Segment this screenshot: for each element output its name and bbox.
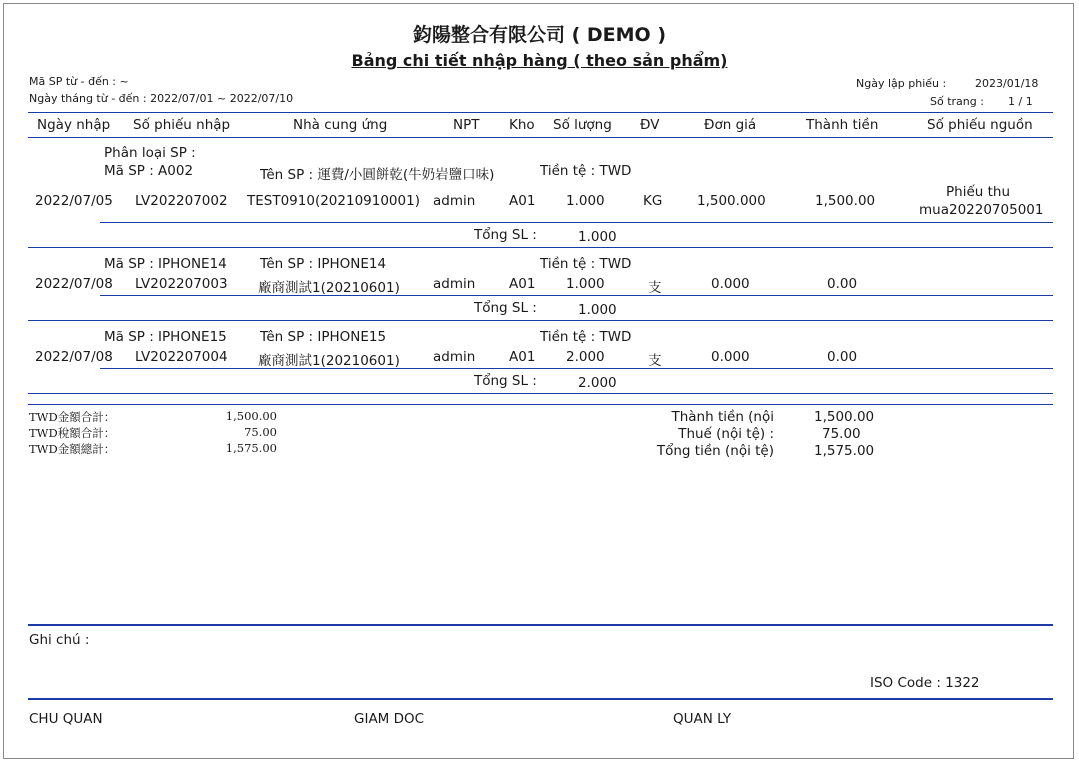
col-warehouse: Kho — [509, 117, 535, 133]
row-supplier: TEST0910(20210910001) — [247, 193, 420, 209]
summary-top-rule — [28, 404, 1053, 405]
group-1-product-code: Mã SP : A002 — [104, 163, 194, 179]
report-title-text: Bảng chi tiết nhập hàng ( theo sản phẩm) — [351, 51, 728, 70]
row-date: 2022/07/08 — [35, 276, 113, 292]
notes-top-rule — [28, 624, 1053, 626]
row-supplier: 廠商測試1(20210601) — [258, 280, 400, 296]
col-qty: Số lượng — [553, 117, 612, 133]
date-range-label: Ngày tháng từ - đến : — [29, 92, 147, 105]
group-3-subtotal-rule — [100, 368, 1053, 369]
group-2-currency: Tiền tệ : TWD — [540, 256, 632, 272]
page-value: 1 / 1 — [1008, 95, 1033, 108]
col-supplier: Nhà cung ứng — [293, 117, 388, 133]
col-doc-no: Số phiếu nhập — [133, 117, 231, 133]
summary-left-label: TWD稅額合計： — [29, 426, 116, 440]
group-2-end-rule — [28, 320, 1053, 321]
product-range-label: Mã SP từ - đến : — [29, 75, 117, 88]
header-top-rule — [28, 112, 1053, 113]
row-unit: KG — [643, 193, 663, 209]
row-amount: 1,500.00 — [815, 193, 876, 209]
date-range — [29, 92, 293, 105]
print-date-value: 2023/01/18 — [975, 77, 1039, 90]
summary-left-value: 1,500.00 — [225, 409, 277, 423]
product-range-value: ~ — [119, 75, 129, 88]
col-date: Ngày nhập — [37, 117, 111, 133]
row-staff: admin — [433, 276, 476, 292]
summary-right-label: Tổng tiền (nội tệ) — [656, 443, 774, 459]
report-title — [0, 51, 1079, 70]
row-staff: admin — [433, 193, 476, 209]
group-2-product-code: Mã SP : IPHONE14 — [104, 256, 227, 272]
row-qty: 2.000 — [566, 349, 605, 365]
summary-left-label: TWD金額總計： — [29, 442, 116, 456]
print-date-label: Ngày lập phiếu : — [856, 77, 947, 90]
col-unit-price: Đơn giá — [704, 117, 757, 133]
row-amount: 0.00 — [827, 276, 858, 292]
signature-chu-quan: CHU QUAN — [29, 711, 103, 727]
summary-right-value: 75.00 — [822, 426, 861, 442]
row-supplier: 廠商測試1(20210601) — [258, 353, 400, 369]
group-1-end-rule — [28, 247, 1053, 248]
row-unit-price: 0.000 — [711, 276, 750, 292]
row-doc-no: LV202207004 — [135, 349, 228, 365]
summary-right-value: 1,575.00 — [814, 443, 875, 459]
row-doc-no: LV202207002 — [135, 193, 228, 209]
row-warehouse: A01 — [509, 193, 536, 209]
row-unit-price: 1,500.000 — [697, 193, 766, 209]
row-warehouse: A01 — [509, 276, 536, 292]
row-source-line2: mua20220705001 — [919, 202, 1044, 218]
row-source-line1: Phiếu thu — [946, 184, 1011, 200]
row-unit: 支 — [648, 353, 662, 369]
iso-code: ISO Code : 1322 — [870, 675, 980, 691]
row-date: 2022/07/08 — [35, 349, 113, 365]
group-3-total-label: Tổng SL : — [474, 373, 537, 389]
group-3-end-rule — [28, 393, 1053, 394]
product-range — [29, 75, 129, 88]
col-source: Số phiếu nguồn — [927, 117, 1033, 133]
row-staff: admin — [433, 349, 476, 365]
group-1-subtotal-rule — [100, 222, 1053, 223]
company-name: 鈞陽整合有限公司 ( DEMO ) — [412, 24, 667, 46]
group-2-subtotal-rule — [100, 295, 1053, 296]
row-qty: 1.000 — [566, 193, 605, 209]
group-1-total-label: Tổng SL : — [474, 227, 537, 243]
summary-left-value: 1,575.00 — [225, 441, 277, 455]
notes-label: Ghi chú : — [29, 632, 90, 648]
summary-right-label: Thành tiền (nội — [671, 409, 774, 425]
summary-right-label: Thuế (nội tệ) : — [678, 426, 774, 442]
summary-right-value: 1,500.00 — [814, 409, 875, 425]
row-warehouse: A01 — [509, 349, 536, 365]
signature-top-rule — [28, 698, 1053, 700]
group-1-currency: Tiền tệ : TWD — [540, 163, 632, 179]
col-staff: NPT — [453, 117, 480, 133]
group-3-product-name: Tên SP : IPHONE15 — [260, 329, 387, 345]
group-3-total-qty: 2.000 — [578, 375, 617, 391]
col-amount: Thành tiền — [806, 117, 879, 133]
signature-quan-ly: QUAN LY — [673, 711, 732, 727]
date-range-value: 2022/07/01 ~ 2022/07/10 — [150, 92, 294, 105]
page-label: Số trang : — [930, 95, 984, 108]
summary-left-label: TWD金額合計： — [29, 410, 116, 424]
group-3-product-code: Mã SP : IPHONE15 — [104, 329, 227, 345]
summary-left-value: 75.00 — [244, 425, 277, 439]
group-3-currency: Tiền tệ : TWD — [540, 329, 632, 345]
group-1-total-qty: 1.000 — [578, 229, 617, 245]
row-unit-price: 0.000 — [711, 349, 750, 365]
row-date: 2022/07/05 — [35, 193, 113, 209]
col-unit: ĐV — [640, 117, 660, 133]
group-2-total-qty: 1.000 — [578, 302, 617, 318]
header-bottom-rule — [28, 137, 1053, 138]
signature-giam-doc: GIAM DOC — [354, 711, 425, 727]
row-unit: 支 — [648, 280, 662, 296]
row-qty: 1.000 — [566, 276, 605, 292]
row-amount: 0.00 — [827, 349, 858, 365]
group-2-total-label: Tổng SL : — [474, 300, 537, 316]
group-1-product-name: Tên SP : 運費/小圓餅乾(牛奶岩鹽口味) — [260, 167, 495, 183]
group-2-product-name: Tên SP : IPHONE14 — [260, 256, 387, 272]
row-doc-no: LV202207003 — [135, 276, 228, 292]
group-1-category: Phân loại SP : — [104, 145, 196, 161]
